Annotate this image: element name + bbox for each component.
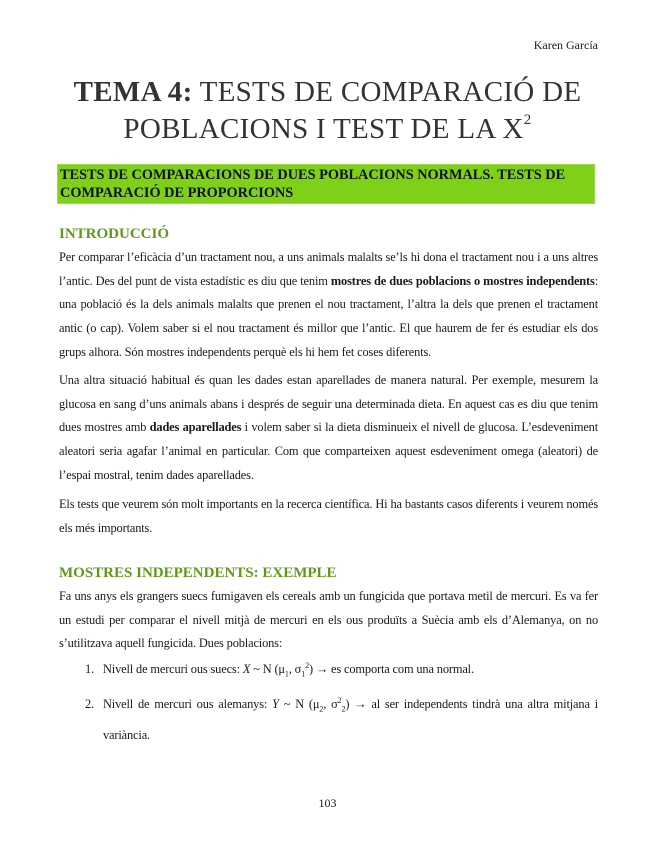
text: Una altra situació habitual és quan les dades estan aparellades de manera natural. Per exemple, mesurem la glucosa en sang d’uns animals abans i després de seguir una determinada dieta. En aquest cas es diu que tenim dues mostres amb	[59, 373, 598, 435]
paragraph-intro-2	[59, 369, 598, 488]
paragraph-intro-1	[59, 246, 598, 365]
heading-introduccio: INTRODUCCIÓ	[59, 226, 170, 242]
item-label: Nivell de mercuri ous suecs:	[103, 662, 243, 677]
subscript: 1	[284, 669, 289, 679]
text: : una població és la dels animals malalts que prenen el nou tractament, l’altra la dels que prenen el tractament antic (o cap). Volem saber si el nou tractament és millor que l’antic. El que haurem de fer és estudiar els dos grups alhora. Són mostres independents perquè els hi hem fet coses diferents.	[59, 273, 598, 359]
variable: Y	[272, 696, 279, 711]
title-superscript: 2	[523, 112, 532, 128]
sigma-symbol: , σ	[288, 662, 302, 677]
subscript: 1	[301, 669, 306, 679]
mean-symbol: ~ N (μ	[278, 696, 320, 711]
subscript: 2	[341, 704, 346, 714]
author-name: Karen García	[533, 38, 598, 52]
subscript: 2	[319, 704, 324, 714]
page-title	[0, 74, 655, 148]
item-rest: ) → es comporta com una normal.	[308, 662, 474, 677]
text: Per comparar l’eficàcia d’un tractament nou, a uns animals malalts se’ls hi dona el tractament nou i a uns altres l’antic. Des del punt de vista estadístic es diu que tenim	[59, 250, 598, 288]
variable: X	[242, 662, 251, 677]
paragraph-example: Fa uns anys els grangers suecs fumigaven els cereals amb un fungicida que portava metil de mercuri. Es va fer un estudi per comparar el nivell mitjà de mercuri en els ous produïts a Suècia amb els d’Alemanya, on no s’utilitzava aquell fungicida. Dues poblacions:	[59, 589, 598, 651]
list-item	[97, 653, 598, 688]
mean-symbol: ~ N (μ	[250, 662, 285, 677]
page-number: 103	[318, 796, 337, 810]
title-text: TESTS DE COMPARACIÓ DE POBLACIONS I TEST DE LA X	[123, 76, 582, 145]
item-rest: ) → al ser independents tindrà una altra mitjana i variància.	[103, 696, 598, 743]
heading-example: MOSTRES INDEPENDENTS: EXEMPLE	[59, 565, 337, 581]
bold-text: dades aparellades	[149, 420, 242, 435]
section-banner: TESTS DE COMPARACIONS DE DUES POBLACIONS NORMALS. TESTS DE COMPARACIÓ DE PROPORCIONS	[57, 164, 595, 204]
sigma-symbol: , σ	[323, 696, 338, 711]
title-bold: TEMA 4:	[73, 76, 193, 108]
bold-text: mostres de dues poblacions o mostres independents	[330, 273, 595, 288]
list-item	[97, 688, 598, 749]
superscript: 2	[305, 661, 309, 670]
superscript: 2	[337, 695, 342, 705]
text: i volem saber si la dieta disminueix el nivell de glucosa. L’esdeveniment aleatori seria agafar l’animal en particular. Com que comparteixen aquest esdeveniment omega (aleatori) de l’espai mostral, tenim dades aparellades.	[59, 420, 598, 482]
paragraph-intro-3: Els tests que veurem són molt importants en la recerca científica. Hi ha bastants casos diferents i veurem només els més importants.	[59, 497, 598, 535]
populations-list	[59, 653, 598, 748]
item-label: Nivell de mercuri ous alemanys:	[103, 696, 273, 711]
